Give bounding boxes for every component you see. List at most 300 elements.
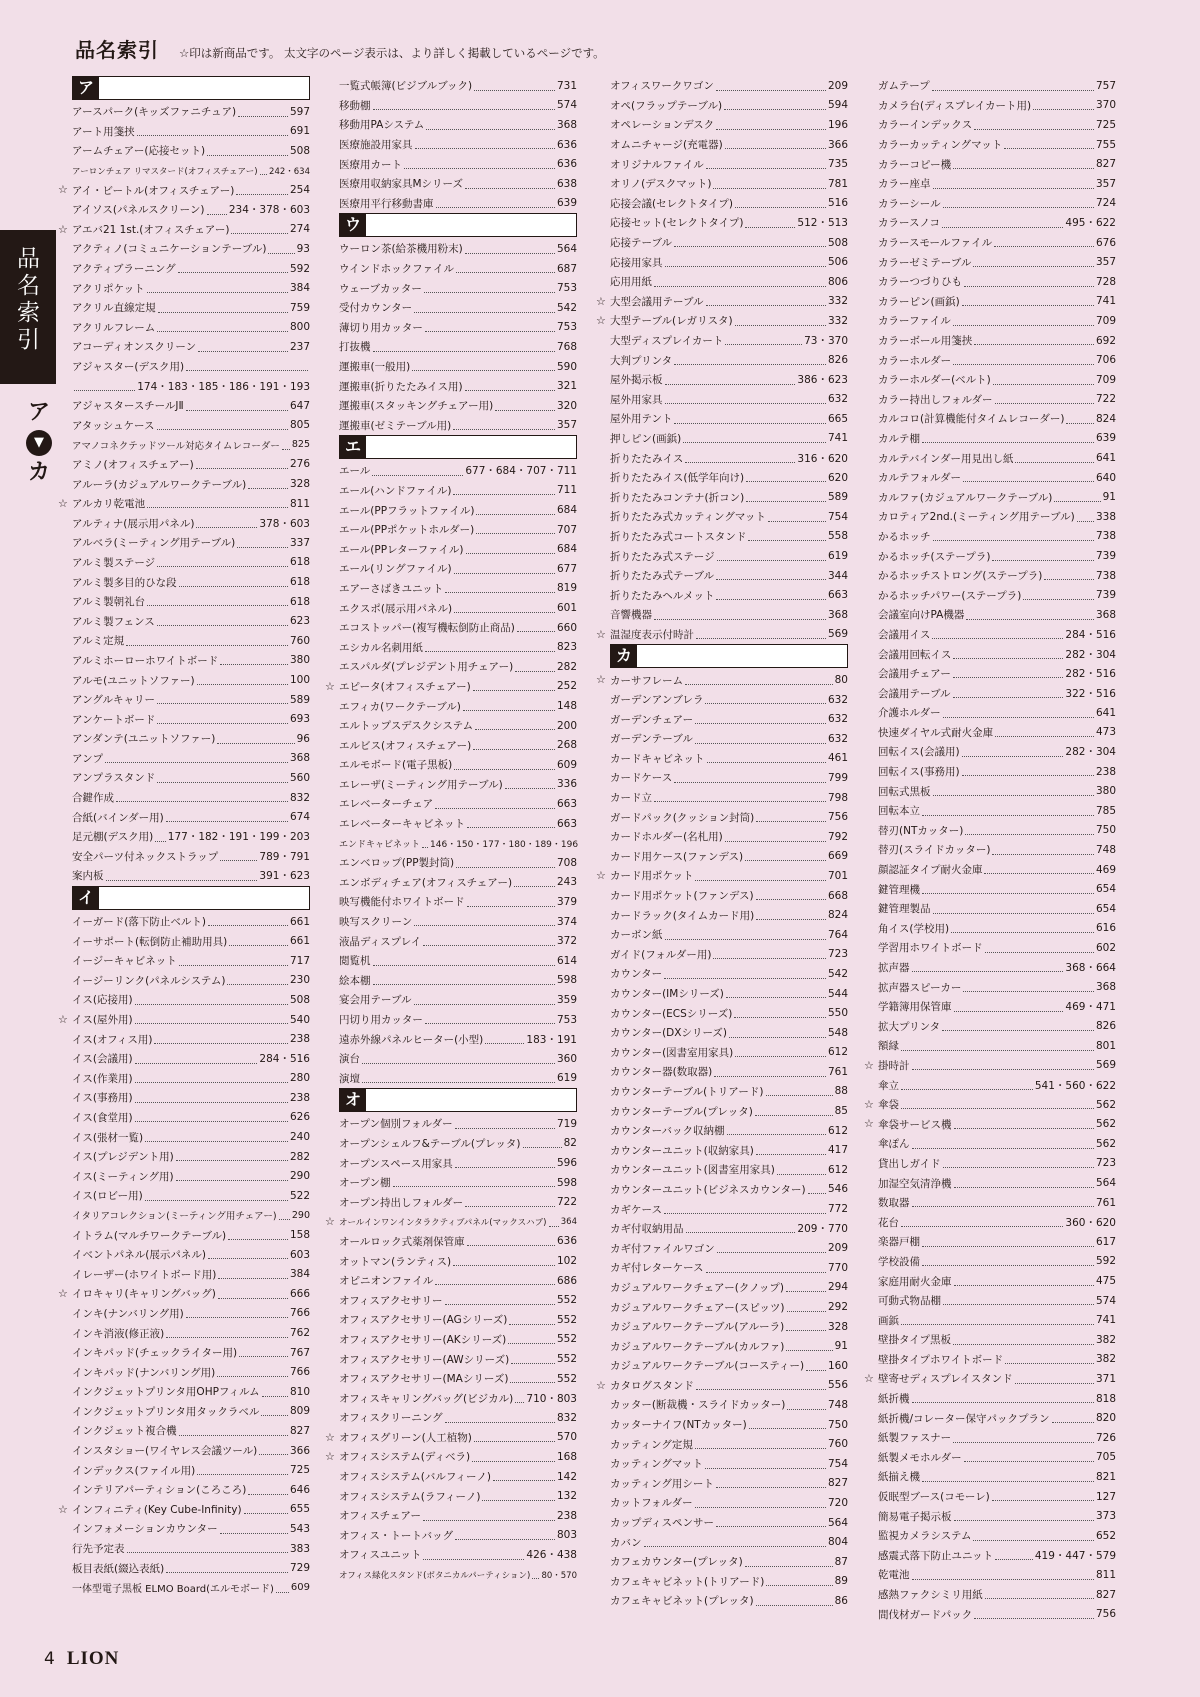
index-entry[interactable] — [878, 958, 1116, 978]
index-entry[interactable] — [610, 1395, 848, 1415]
index-entry[interactable] — [878, 801, 1116, 821]
index-entry[interactable] — [339, 1408, 577, 1428]
index-entry[interactable] — [339, 318, 577, 338]
index-entry[interactable] — [339, 990, 577, 1010]
index-entry[interactable] — [339, 873, 577, 893]
index-entry[interactable] — [878, 174, 1116, 194]
index-entry[interactable] — [878, 977, 1116, 997]
index-entry[interactable] — [72, 1441, 310, 1461]
index-entry[interactable] — [610, 1513, 848, 1533]
index-entry[interactable] — [72, 1343, 310, 1363]
index-entry[interactable] — [339, 1388, 577, 1408]
index-entry[interactable] — [339, 951, 577, 971]
index-entry[interactable] — [339, 376, 577, 396]
index-entry[interactable] — [610, 905, 848, 925]
index-entry[interactable] — [878, 527, 1116, 547]
index-entry[interactable] — [58, 494, 310, 514]
index-entry[interactable] — [610, 409, 848, 429]
index-entry[interactable] — [339, 618, 577, 638]
index-entry[interactable] — [339, 931, 577, 951]
index-entry[interactable] — [878, 997, 1116, 1017]
index-entry[interactable] — [610, 847, 848, 867]
index-entry[interactable] — [610, 729, 848, 749]
index-entry[interactable] — [878, 252, 1116, 272]
index-entry[interactable] — [339, 1349, 577, 1369]
index-entry[interactable] — [72, 768, 310, 788]
index-entry[interactable] — [72, 416, 310, 436]
index-entry[interactable] — [878, 683, 1116, 703]
index-entry[interactable] — [72, 827, 310, 847]
index-entry[interactable] — [878, 468, 1116, 488]
index-entry[interactable] — [878, 1291, 1116, 1311]
index-entry[interactable] — [72, 572, 310, 592]
index-entry[interactable] — [339, 1330, 577, 1350]
index-entry[interactable] — [610, 390, 848, 410]
side-tab[interactable] — [0, 230, 56, 384]
index-entry[interactable] — [610, 1219, 848, 1239]
index-entry[interactable] — [72, 690, 310, 710]
index-entry[interactable] — [596, 625, 848, 645]
index-entry[interactable] — [610, 1552, 848, 1572]
index-entry[interactable] — [610, 1434, 848, 1454]
index-entry[interactable] — [339, 520, 577, 540]
index-entry[interactable] — [878, 213, 1116, 233]
index-entry[interactable] — [610, 1572, 848, 1592]
index-entry[interactable] — [72, 592, 310, 612]
index-entry[interactable] — [864, 1114, 1116, 1134]
index-entry[interactable] — [878, 781, 1116, 801]
index-entry[interactable] — [610, 768, 848, 788]
index-entry[interactable] — [610, 605, 848, 625]
index-entry[interactable] — [72, 278, 310, 298]
index-entry[interactable] — [596, 866, 848, 886]
index-entry[interactable] — [339, 637, 577, 657]
index-entry[interactable] — [72, 141, 310, 161]
index-entry[interactable] — [610, 174, 848, 194]
index-entry[interactable] — [878, 1585, 1116, 1605]
index-entry[interactable] — [339, 833, 577, 853]
index-entry[interactable] — [339, 755, 577, 775]
index-entry[interactable] — [72, 1382, 310, 1402]
index-entry[interactable] — [610, 194, 848, 214]
index-entry[interactable] — [610, 1415, 848, 1435]
index-entry[interactable] — [878, 840, 1116, 860]
index-entry[interactable] — [610, 1121, 848, 1141]
index-entry[interactable] — [72, 533, 310, 553]
index-entry[interactable] — [878, 1467, 1116, 1487]
index-entry[interactable] — [610, 1101, 848, 1121]
index-entry[interactable] — [339, 1049, 577, 1069]
index-entry[interactable] — [610, 1258, 848, 1278]
index-entry[interactable] — [339, 1467, 577, 1487]
index-entry[interactable] — [339, 96, 577, 116]
index-entry[interactable] — [610, 233, 848, 253]
index-entry[interactable] — [72, 1206, 310, 1226]
index-entry[interactable] — [72, 1519, 310, 1539]
index-entry[interactable] — [610, 448, 848, 468]
index-entry[interactable] — [72, 1186, 310, 1206]
index-entry[interactable] — [610, 585, 848, 605]
index-entry[interactable] — [72, 1108, 310, 1128]
index-entry[interactable] — [72, 807, 310, 827]
index-entry[interactable] — [339, 194, 577, 214]
index-entry[interactable] — [878, 919, 1116, 939]
index-entry[interactable] — [878, 1330, 1116, 1350]
index-entry[interactable] — [878, 1193, 1116, 1213]
index-entry[interactable] — [610, 1140, 848, 1160]
index-entry[interactable] — [610, 1532, 848, 1552]
index-entry[interactable] — [878, 311, 1116, 331]
index-entry[interactable] — [878, 409, 1116, 429]
index-entry[interactable] — [878, 703, 1116, 723]
index-entry[interactable] — [72, 161, 310, 181]
index-entry[interactable] — [610, 945, 848, 965]
index-entry[interactable] — [339, 814, 577, 834]
index-entry[interactable] — [339, 1506, 577, 1526]
index-entry[interactable] — [878, 115, 1116, 135]
index-entry[interactable] — [72, 337, 310, 357]
index-entry[interactable] — [72, 259, 310, 279]
index-entry[interactable] — [878, 1604, 1116, 1624]
index-entry[interactable] — [878, 96, 1116, 116]
index-entry[interactable] — [610, 1160, 848, 1180]
index-entry[interactable] — [339, 76, 577, 96]
index-entry[interactable] — [58, 180, 310, 200]
index-entry[interactable] — [878, 644, 1116, 664]
index-entry[interactable] — [339, 559, 577, 579]
index-entry[interactable] — [610, 1493, 848, 1513]
index-entry[interactable] — [878, 1271, 1116, 1291]
index-entry[interactable] — [72, 1558, 310, 1578]
index-entry[interactable] — [72, 651, 310, 671]
index-entry[interactable] — [72, 788, 310, 808]
index-entry[interactable] — [610, 370, 848, 390]
index-entry[interactable] — [325, 677, 577, 697]
index-entry[interactable] — [339, 892, 577, 912]
index-entry[interactable] — [72, 239, 310, 259]
index-entry[interactable] — [878, 1546, 1116, 1566]
index-entry[interactable] — [72, 1049, 310, 1069]
index-entry[interactable] — [72, 1460, 310, 1480]
index-entry[interactable] — [339, 1369, 577, 1389]
index-entry[interactable] — [610, 1336, 848, 1356]
index-entry[interactable] — [72, 102, 310, 122]
index-entry[interactable] — [339, 1545, 577, 1565]
index-entry[interactable] — [610, 468, 848, 488]
index-entry[interactable] — [72, 670, 310, 690]
index-entry[interactable] — [610, 1591, 848, 1611]
index-entry[interactable] — [72, 1127, 310, 1147]
index-entry[interactable] — [610, 1062, 848, 1082]
index-entry[interactable] — [878, 370, 1116, 390]
index-entry[interactable] — [610, 96, 848, 116]
index-entry[interactable] — [878, 938, 1116, 958]
index-entry[interactable] — [610, 115, 848, 135]
index-entry[interactable] — [878, 487, 1116, 507]
index-entry[interactable] — [325, 1447, 577, 1467]
index-entry[interactable] — [878, 860, 1116, 880]
index-entry[interactable] — [339, 1114, 577, 1134]
index-entry[interactable] — [339, 735, 577, 755]
index-entry[interactable] — [339, 1153, 577, 1173]
index-entry[interactable] — [339, 1251, 577, 1271]
index-entry[interactable] — [72, 1147, 310, 1167]
index-entry[interactable] — [72, 990, 310, 1010]
index-entry[interactable] — [72, 357, 310, 377]
index-entry[interactable] — [339, 298, 577, 318]
index-entry[interactable] — [339, 174, 577, 194]
index-entry[interactable] — [72, 847, 310, 867]
index-entry[interactable] — [72, 513, 310, 533]
index-entry[interactable] — [72, 474, 310, 494]
index-entry[interactable] — [878, 546, 1116, 566]
index-entry[interactable] — [610, 566, 848, 586]
index-entry[interactable] — [72, 122, 310, 142]
index-entry[interactable] — [878, 1154, 1116, 1174]
index-entry[interactable] — [610, 1180, 848, 1200]
index-entry[interactable] — [610, 213, 848, 233]
index-entry[interactable] — [72, 1578, 310, 1598]
index-entry[interactable] — [72, 749, 310, 769]
index-entry[interactable] — [878, 1310, 1116, 1330]
index-entry[interactable] — [878, 292, 1116, 312]
index-entry[interactable] — [58, 1284, 310, 1304]
index-entry[interactable] — [610, 807, 848, 827]
index-entry[interactable] — [72, 200, 310, 220]
index-entry[interactable] — [339, 337, 577, 357]
index-entry[interactable] — [610, 507, 848, 527]
index-entry[interactable] — [610, 1003, 848, 1023]
index-entry[interactable] — [339, 1271, 577, 1291]
index-entry[interactable] — [610, 788, 848, 808]
index-entry[interactable] — [339, 500, 577, 520]
index-entry[interactable] — [339, 1310, 577, 1330]
index-entry[interactable] — [610, 925, 848, 945]
index-entry[interactable] — [339, 396, 577, 416]
index-entry[interactable] — [339, 135, 577, 155]
index-entry[interactable] — [878, 233, 1116, 253]
index-entry[interactable] — [72, 1029, 310, 1049]
index-entry[interactable] — [72, 455, 310, 475]
index-entry[interactable] — [339, 259, 577, 279]
index-entry[interactable] — [72, 709, 310, 729]
index-entry[interactable] — [596, 311, 848, 331]
index-entry[interactable] — [610, 1238, 848, 1258]
index-entry[interactable] — [339, 1173, 577, 1193]
index-entry[interactable] — [72, 376, 310, 396]
index-entry[interactable] — [339, 1069, 577, 1089]
index-entry[interactable] — [610, 1356, 848, 1376]
index-entry[interactable] — [610, 749, 848, 769]
index-entry[interactable] — [610, 546, 848, 566]
index-entry[interactable] — [878, 1565, 1116, 1585]
index-entry[interactable] — [878, 1506, 1116, 1526]
index-entry[interactable] — [878, 272, 1116, 292]
index-entry[interactable] — [339, 657, 577, 677]
index-entry[interactable] — [878, 1252, 1116, 1272]
index-entry[interactable] — [72, 435, 310, 455]
index-entry[interactable] — [610, 1082, 848, 1102]
index-entry[interactable] — [610, 154, 848, 174]
index-entry[interactable] — [610, 1474, 848, 1494]
index-entry[interactable] — [72, 298, 310, 318]
index-entry[interactable] — [339, 357, 577, 377]
index-entry[interactable] — [878, 429, 1116, 449]
index-entry[interactable] — [878, 625, 1116, 645]
index-entry[interactable] — [339, 1192, 577, 1212]
index-entry[interactable] — [72, 1539, 310, 1559]
index-entry[interactable] — [339, 278, 577, 298]
index-entry[interactable] — [72, 951, 310, 971]
index-entry[interactable] — [878, 76, 1116, 96]
index-entry[interactable] — [339, 1290, 577, 1310]
index-entry[interactable] — [878, 1448, 1116, 1468]
index-entry[interactable] — [72, 396, 310, 416]
index-entry[interactable] — [610, 135, 848, 155]
index-entry[interactable] — [610, 984, 848, 1004]
index-entry[interactable] — [610, 527, 848, 547]
index-entry[interactable] — [72, 912, 310, 932]
index-entry[interactable] — [878, 135, 1116, 155]
index-entry[interactable] — [864, 1056, 1116, 1076]
index-entry[interactable] — [610, 827, 848, 847]
index-entry[interactable] — [72, 1480, 310, 1500]
index-entry[interactable] — [878, 1350, 1116, 1370]
index-entry[interactable] — [339, 794, 577, 814]
index-entry[interactable] — [878, 664, 1116, 684]
index-entry[interactable] — [596, 292, 848, 312]
index-entry[interactable] — [596, 1376, 848, 1396]
index-entry[interactable] — [610, 1199, 848, 1219]
index-entry[interactable] — [864, 1369, 1116, 1389]
index-entry[interactable] — [72, 318, 310, 338]
index-entry[interactable] — [339, 1134, 577, 1154]
index-entry[interactable] — [339, 853, 577, 873]
index-entry[interactable] — [72, 553, 310, 573]
index-entry[interactable] — [610, 350, 848, 370]
index-entry[interactable] — [72, 1264, 310, 1284]
index-entry[interactable] — [339, 1029, 577, 1049]
index-entry[interactable] — [72, 631, 310, 651]
index-entry[interactable] — [878, 566, 1116, 586]
index-entry[interactable] — [878, 1487, 1116, 1507]
index-entry[interactable] — [878, 1075, 1116, 1095]
index-entry[interactable] — [864, 1095, 1116, 1115]
index-entry[interactable] — [72, 1069, 310, 1089]
index-entry[interactable] — [72, 931, 310, 951]
index-entry[interactable] — [610, 429, 848, 449]
index-entry[interactable] — [878, 1526, 1116, 1546]
index-entry[interactable] — [339, 1565, 577, 1585]
index-entry[interactable] — [72, 1323, 310, 1343]
index-entry[interactable] — [610, 331, 848, 351]
index-entry[interactable] — [610, 690, 848, 710]
index-entry[interactable] — [878, 1036, 1116, 1056]
index-entry[interactable] — [878, 1212, 1116, 1232]
index-entry[interactable] — [878, 350, 1116, 370]
index-entry[interactable] — [58, 1010, 310, 1030]
index-entry[interactable] — [878, 585, 1116, 605]
index-entry[interactable] — [339, 481, 577, 501]
index-entry[interactable] — [339, 716, 577, 736]
index-entry[interactable] — [72, 1304, 310, 1324]
index-entry[interactable] — [610, 1454, 848, 1474]
index-entry[interactable] — [878, 448, 1116, 468]
index-entry[interactable] — [58, 1500, 310, 1520]
index-entry[interactable] — [72, 1421, 310, 1441]
index-entry[interactable] — [72, 1225, 310, 1245]
index-entry[interactable] — [610, 272, 848, 292]
index-entry[interactable] — [878, 390, 1116, 410]
index-entry[interactable] — [339, 971, 577, 991]
index-entry[interactable] — [72, 866, 310, 886]
index-entry[interactable] — [878, 821, 1116, 841]
index-entry[interactable] — [339, 115, 577, 135]
index-entry[interactable] — [878, 1173, 1116, 1193]
index-entry[interactable] — [72, 611, 310, 631]
index-entry[interactable] — [878, 742, 1116, 762]
index-entry[interactable] — [878, 1232, 1116, 1252]
index-entry[interactable] — [325, 1212, 577, 1232]
index-entry[interactable] — [878, 605, 1116, 625]
index-entry[interactable] — [610, 1317, 848, 1337]
index-entry[interactable] — [339, 579, 577, 599]
index-entry[interactable] — [339, 775, 577, 795]
index-entry[interactable] — [878, 1389, 1116, 1409]
index-entry[interactable] — [878, 762, 1116, 782]
index-entry[interactable] — [72, 971, 310, 991]
index-entry[interactable] — [339, 154, 577, 174]
index-entry[interactable] — [878, 879, 1116, 899]
index-entry[interactable] — [339, 461, 577, 481]
index-entry[interactable] — [878, 194, 1116, 214]
index-entry[interactable] — [610, 886, 848, 906]
index-entry[interactable] — [72, 1088, 310, 1108]
index-entry[interactable] — [878, 1134, 1116, 1154]
index-entry[interactable] — [596, 670, 848, 690]
index-entry[interactable] — [339, 1486, 577, 1506]
index-entry[interactable] — [339, 696, 577, 716]
index-entry[interactable] — [339, 1010, 577, 1030]
index-entry[interactable] — [878, 723, 1116, 743]
index-entry[interactable] — [610, 1043, 848, 1063]
index-entry[interactable] — [878, 507, 1116, 527]
index-entry[interactable] — [58, 220, 310, 240]
index-entry[interactable] — [610, 1023, 848, 1043]
index-entry[interactable] — [72, 1166, 310, 1186]
index-entry[interactable] — [339, 239, 577, 259]
index-entry[interactable] — [878, 1428, 1116, 1448]
index-entry[interactable] — [610, 709, 848, 729]
index-entry[interactable] — [325, 1428, 577, 1448]
index-entry[interactable] — [72, 1245, 310, 1265]
index-entry[interactable] — [72, 1402, 310, 1422]
index-entry[interactable] — [339, 1526, 577, 1546]
index-entry[interactable] — [878, 331, 1116, 351]
index-entry[interactable] — [72, 1362, 310, 1382]
index-entry[interactable] — [339, 539, 577, 559]
index-entry[interactable] — [610, 252, 848, 272]
index-entry[interactable] — [878, 154, 1116, 174]
index-entry[interactable] — [878, 1017, 1116, 1037]
index-entry[interactable] — [610, 76, 848, 96]
index-entry[interactable] — [610, 487, 848, 507]
index-entry[interactable] — [610, 964, 848, 984]
index-entry[interactable] — [339, 1232, 577, 1252]
index-entry[interactable] — [339, 912, 577, 932]
index-entry[interactable] — [72, 729, 310, 749]
index-entry[interactable] — [339, 598, 577, 618]
